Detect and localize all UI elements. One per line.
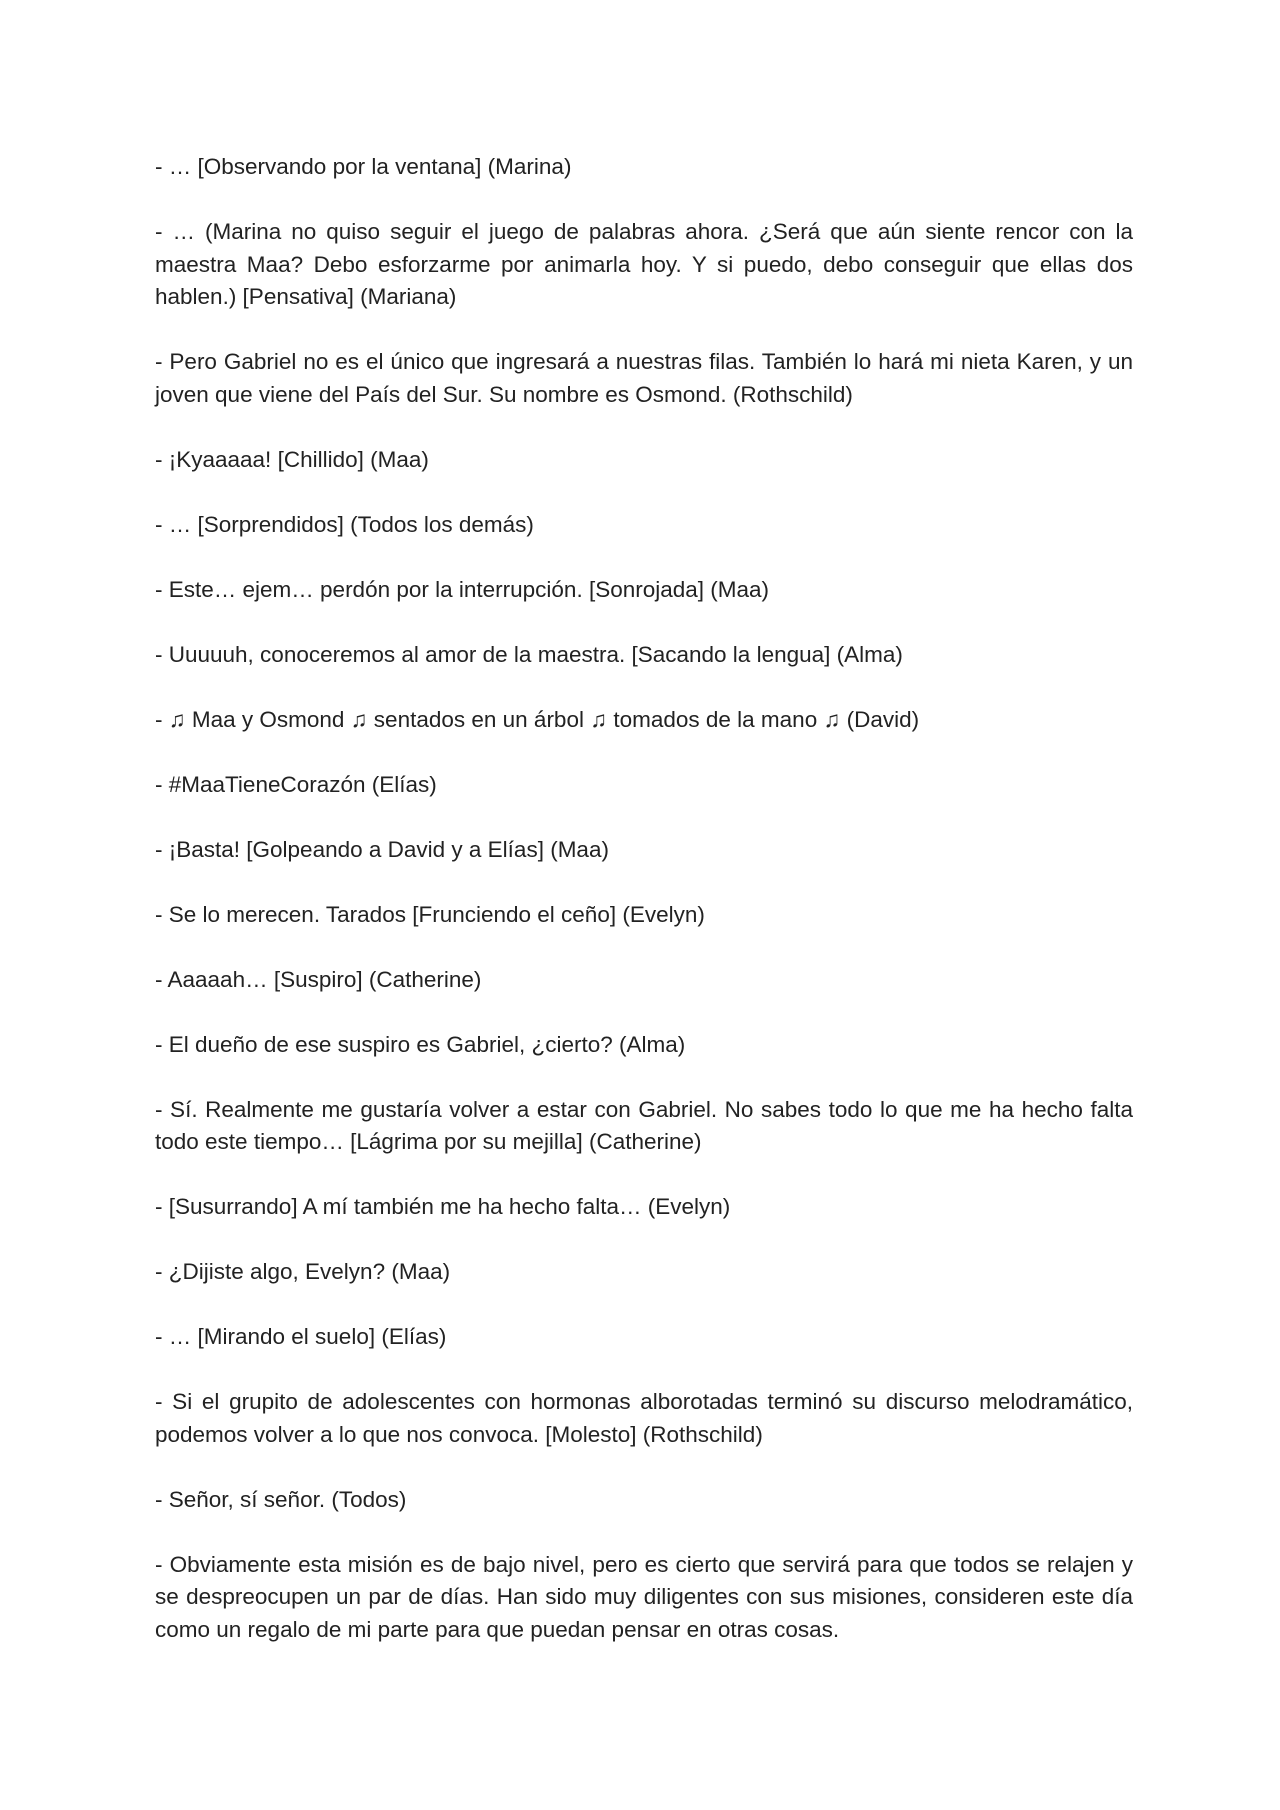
document-body (155, 151, 1133, 1679)
dialogue-line: - … [Mirando el suelo] (Elías) (155, 1324, 447, 1349)
dialogue-line: - Uuuuuh, conoceremos al amor de la maestra. [Sacando la lengua] (Alma) (155, 641, 903, 667)
dialogue-line: - ¡Kyaaaaa! [Chillido] (Maa) (155, 446, 429, 472)
dialogue-line: - ¡Basta! [Golpeando a David y a Elías] (Maa) (155, 836, 609, 862)
dialogue-line: - … [Sorprendidos] (Todos los demás) (155, 511, 534, 537)
dialogue-line: - El dueño de ese suspiro es Gabriel, ¿cierto? (Alma) (155, 1031, 686, 1057)
dialogue-line: - Sí. Realmente me gustaría volver a estar con Gabriel. No sabes todo lo que me ha hecho falta todo este tiempo… [Lágrima por su mejilla] (Catherine) (155, 1096, 1133, 1154)
dialogue-line: - ♫ Maa y Osmond ♫ sentados en un árbol ♫ tomados de la mano ♫ (David) (155, 706, 920, 732)
dialogue-line: - Obviamente esta misión es de bajo nivel, pero es cierto que servirá para que todos se relajen y se despreocupen un par de días. Han sido muy diligentes con sus misiones, consideren este día como un regalo de mi parte para que puedan pensar en otras cosas. (155, 1551, 1133, 1642)
dialogue-line: - Señor, sí señor. (Todos) (155, 1486, 407, 1512)
dialogue-line: - [Susurrando] A mí también me ha hecho falta… (Evelyn) (155, 1194, 731, 1219)
dialogue-line: - Aaaaah… [Suspiro] (Catherine) (155, 966, 482, 992)
dialogue-line: - … (Marina no quiso seguir el juego de palabras ahora. ¿Será que aún siente rencor con la maestra Maa? Debo esforzarme por animarla hoy. Y si puedo, debo conseguir que ellas dos hablen.) [Pensativa] (Mariana) (155, 219, 1133, 309)
dialogue-line: - Pero Gabriel no es el único que ingresará a nuestras filas. También lo hará mi nieta Karen, y un joven que viene del País del Sur. Su nombre es Osmond. (Rothschild) (155, 349, 1133, 407)
dialogue-line: - ¿Dijiste algo, Evelyn? (Maa) (155, 1259, 451, 1284)
dialogue-line: - Si el grupito de adolescentes con hormonas alborotadas terminó su discurso melodramático, podemos volver a lo que nos convoca. [Molesto] (Rothschild) (155, 1389, 1133, 1447)
dialogue-line: - Este… ejem… perdón por la interrupción. [Sonrojada] (Maa) (155, 576, 770, 602)
dialogue-line: - … [Observando por la ventana] (Marina) (155, 154, 572, 179)
dialogue-line: - #MaaTieneCorazón (Elías) (155, 771, 437, 797)
dialogue-line: - Se lo merecen. Tarados [Frunciendo el ceño] (Evelyn) (155, 901, 705, 927)
